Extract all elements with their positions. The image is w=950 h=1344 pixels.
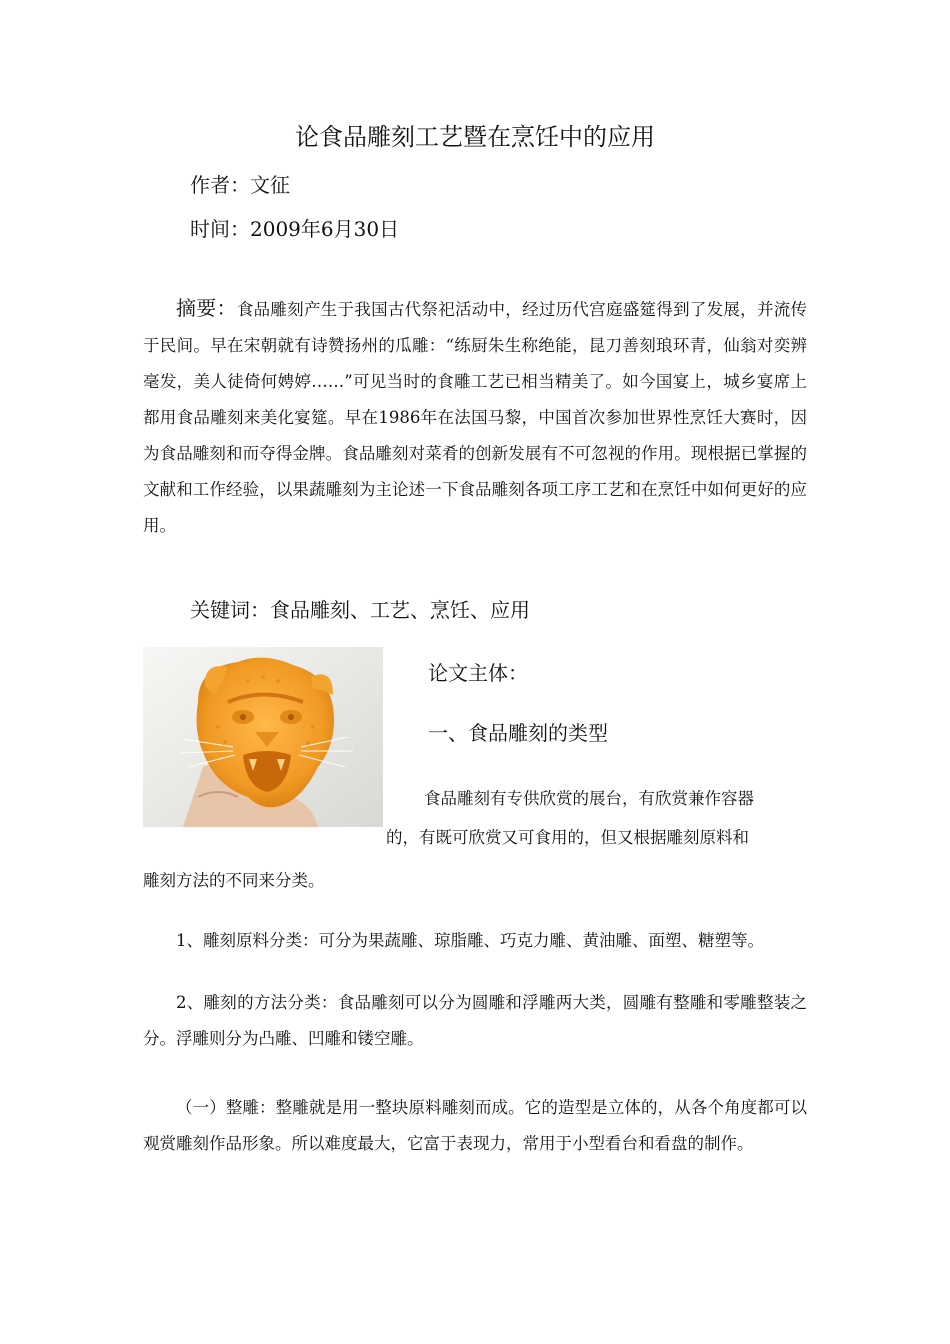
- date-line: 时间：2009年6月30日: [190, 217, 400, 241]
- paragraph-whole-carving: （一）整雕：整雕就是用一整块原料雕刻而成。它的造型是立体的，从各个角度都可以观赏雕刻作品形象。所以难度最大，它富于表现力，常用于小型看台和看盘的制作。: [143, 1098, 807, 1153]
- paragraph-material-classification: 1、雕刻原料分类：可分为果蔬雕、琼脂雕、巧克力雕、黄油雕、面塑、糖塑等。: [176, 931, 764, 950]
- author-line: 作者：文征: [190, 173, 290, 197]
- abstract-label: 摘要：: [176, 296, 237, 320]
- section-heading: 一、食品雕刻的类型: [428, 721, 608, 745]
- intro-line-1: 食品雕刻有专供欣赏的展台，有欣赏兼作容器: [424, 789, 754, 808]
- paragraph-method-classification: 2、雕刻的方法分类：食品雕刻可以分为圆雕和浮雕两大类，圆雕有整雕和零雕整装之分。浮雕则分为凸雕、凹雕和镂空雕。: [143, 993, 807, 1048]
- keywords-line: 关键词：食品雕刻、工艺、烹饪、应用: [190, 598, 530, 622]
- intro-line-2: 的，有既可欣赏又可食用的，但又根据雕刻原料和: [386, 828, 749, 847]
- intro-line-3: 雕刻方法的不同来分类。: [143, 871, 325, 890]
- tiger-carving-illustration: [143, 647, 383, 827]
- tiger-carving-photo: [143, 647, 383, 827]
- document-title: 论食品雕刻工艺暨在烹饪中的应用: [295, 123, 655, 151]
- abstract-paragraph: [143, 290, 807, 544]
- abstract-text: 食品雕刻产生于我国古代祭祀活动中，经过历代宫庭盛筵得到了发展，并流传于民间。早在宋朝就有诗赞扬州的瓜雕：“练厨朱生称绝能，昆刀善刻琅环青，仙翁对奕辨毫发，美人徒倚何娉婷……”可见当时的食雕工艺已相当精美了。如今国宴上，城乡宴席上都用食品雕刻来美化宴筵。早在1986年在法国马黎，中国首次参加世界性烹饪大赛时，因为食品雕刻和而夺得金牌。食品雕刻对菜肴的创新发展有不可忽视的作用。现根据已掌握的文献和工作经验，以果蔬雕刻为主论述一下食品雕刻各项工序工艺和在烹饪中如何更好的应用。: [143, 300, 808, 535]
- body-heading: 论文主体：: [428, 661, 528, 685]
